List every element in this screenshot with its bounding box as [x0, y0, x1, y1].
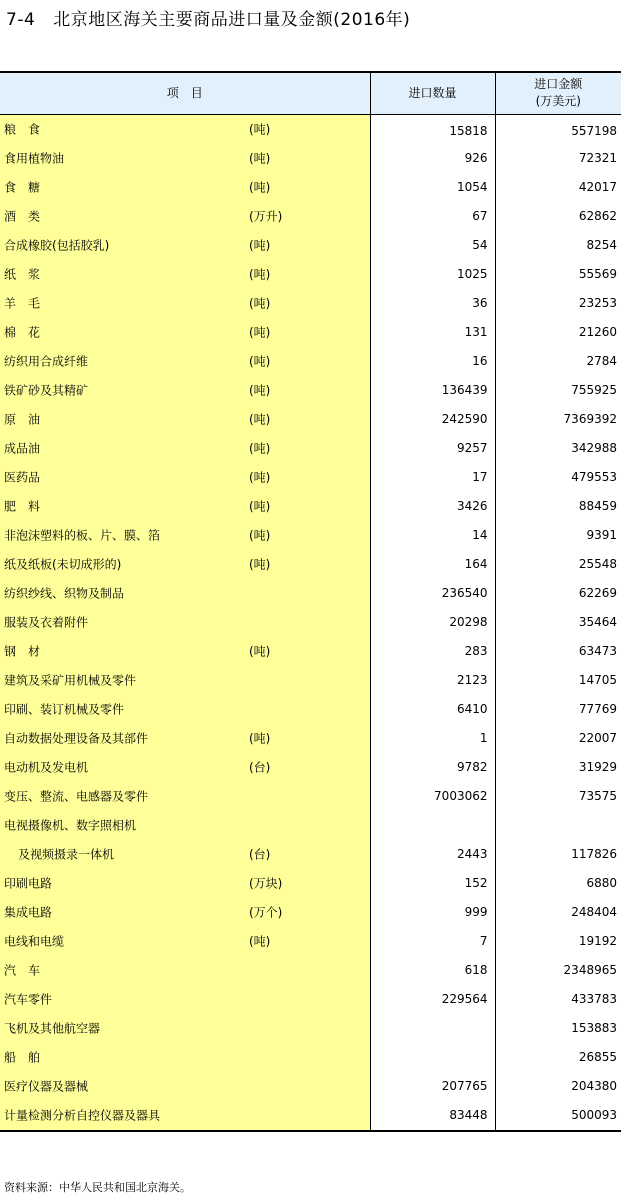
value-cell: 63473 — [578, 644, 617, 658]
quantity-cell: 15818 — [370, 114, 495, 144]
table-row — [0, 695, 621, 724]
item-name: 自动数据处理设备及其部件 — [4, 731, 149, 746]
quantity-cell: 164 — [370, 550, 495, 579]
value-cell: 55569 — [578, 267, 617, 281]
item-unit: (吨) — [249, 499, 271, 514]
table-row — [0, 1043, 621, 1072]
table-row — [0, 173, 621, 202]
item-name: 非泡沫塑料的板、片、膜、箔 — [4, 528, 161, 543]
item-name: 计量检测分析自控仪器及器具 — [4, 1108, 161, 1123]
table-row — [0, 869, 621, 898]
table-row — [0, 898, 621, 927]
value-cell: 117826 — [571, 847, 617, 861]
item-unit: (吨) — [249, 296, 271, 311]
quantity-cell: 16 — [370, 347, 495, 376]
table-row — [0, 434, 621, 463]
table-row — [0, 521, 621, 550]
header-value-unit: (万美元) — [535, 94, 581, 109]
table-row — [0, 724, 621, 753]
item-name: 电视摄像机、数字照相机 — [4, 818, 137, 833]
source-note: 资料来源：中华人民共和国北京海关。 — [4, 1181, 191, 1194]
table-row — [0, 114, 621, 144]
header-quantity: 进口数量 — [370, 72, 495, 114]
value-cell: 21260 — [578, 325, 617, 339]
table-row — [0, 202, 621, 231]
item-name: 集成电路 — [4, 905, 53, 920]
value-cell: 72321 — [578, 151, 617, 165]
item-cell — [0, 724, 370, 753]
item-unit: (吨) — [249, 934, 271, 949]
table-row — [0, 927, 621, 956]
item-name: 肥 料 — [4, 499, 41, 514]
item-name: 飞机及其他航空器 — [4, 1021, 101, 1036]
item-name: 棉 花 — [4, 325, 41, 340]
item-cell — [0, 405, 370, 434]
value-cell: 8254 — [586, 238, 617, 252]
value-cell: 2348965 — [563, 963, 617, 977]
item-unit: (吨) — [249, 441, 271, 456]
quantity-cell: 36 — [370, 289, 495, 318]
quantity-cell: 9782 — [370, 753, 495, 782]
item-cell — [0, 608, 370, 637]
header-value-line1: 进口金额 — [534, 77, 583, 92]
item-name: 服装及衣着附件 — [4, 615, 89, 630]
item-name: 粮 食 — [4, 122, 41, 137]
item-unit: (万个) — [249, 905, 283, 920]
item-name: 羊 毛 — [4, 296, 41, 311]
item-name: 原 油 — [4, 412, 41, 427]
quantity-cell: 229564 — [370, 985, 495, 1014]
item-cell — [0, 347, 370, 376]
table-row — [0, 753, 621, 782]
item-cell — [0, 463, 370, 492]
item-cell — [0, 173, 370, 202]
table-title — [6, 5, 410, 30]
quantity-cell: 7 — [370, 927, 495, 956]
value-cell: 23253 — [578, 296, 617, 310]
quantity-cell — [370, 811, 495, 840]
item-name: 汽 车 — [4, 963, 41, 978]
item-unit: (台) — [249, 760, 271, 775]
item-name: 合成橡胶(包括胶乳) — [4, 238, 110, 253]
table-row — [0, 405, 621, 434]
item-name: 变压、整流、电感器及零件 — [4, 789, 149, 804]
item-cell — [0, 260, 370, 289]
value-cell: 9391 — [586, 528, 617, 542]
item-unit: (吨) — [249, 557, 271, 572]
quantity-cell: 1 — [370, 724, 495, 753]
table-row — [0, 144, 621, 173]
item-name: 医疗仪器及器械 — [4, 1079, 89, 1094]
item-unit: (吨) — [249, 267, 271, 282]
item-name: 医药品 — [4, 470, 41, 485]
value-cell: 2784 — [586, 354, 617, 368]
table-row — [0, 1101, 621, 1131]
header-value — [495, 72, 621, 114]
quantity-cell: 131 — [370, 318, 495, 347]
table-row — [0, 637, 621, 666]
quantity-cell: 283 — [370, 637, 495, 666]
quantity-cell: 9257 — [370, 434, 495, 463]
quantity-cell: 618 — [370, 956, 495, 985]
item-unit: (吨) — [249, 354, 271, 369]
quantity-cell: 242590 — [370, 405, 495, 434]
item-cell — [0, 521, 370, 550]
item-unit: (万升) — [249, 209, 283, 224]
item-cell — [0, 579, 370, 608]
import-table — [0, 71, 621, 1132]
quantity-cell: 67 — [370, 202, 495, 231]
value-cell: 62862 — [578, 209, 617, 223]
item-unit: (吨) — [249, 238, 271, 253]
item-unit: (吨) — [249, 644, 271, 659]
table-row — [0, 318, 621, 347]
value-cell: 25548 — [578, 557, 617, 571]
table-row — [0, 347, 621, 376]
quantity-cell: 926 — [370, 144, 495, 173]
header-row — [0, 72, 621, 114]
table-number: 7-4 — [6, 10, 36, 30]
quantity-cell: 207765 — [370, 1072, 495, 1101]
value-cell: 26855 — [578, 1050, 617, 1064]
value-cell: 433783 — [571, 992, 617, 1006]
quantity-cell: 136439 — [370, 376, 495, 405]
quantity-cell: 20298 — [370, 608, 495, 637]
item-unit: (吨) — [249, 383, 271, 398]
item-name: 建筑及采矿用机械及零件 — [4, 673, 137, 688]
table-row — [0, 782, 621, 811]
table-row — [0, 666, 621, 695]
quantity-cell: 152 — [370, 869, 495, 898]
item-unit: (台) — [249, 847, 271, 862]
item-unit: (吨) — [249, 470, 271, 485]
table-row — [0, 463, 621, 492]
value-cell: 77769 — [578, 702, 617, 716]
item-cell — [0, 1101, 370, 1131]
item-name: 印刷电路 — [4, 876, 53, 891]
table-row — [0, 840, 621, 869]
table-row — [0, 985, 621, 1014]
item-cell — [0, 898, 370, 927]
value-cell: 500093 — [495, 1101, 621, 1131]
table-row — [0, 289, 621, 318]
item-cell — [0, 811, 370, 840]
table-row — [0, 956, 621, 985]
table-row — [0, 1072, 621, 1101]
item-name: 电线和电缆 — [4, 934, 65, 949]
item-cell — [0, 1014, 370, 1043]
item-cell — [0, 985, 370, 1014]
item-cell — [0, 434, 370, 463]
value-cell: 755925 — [571, 383, 617, 397]
value-cell: 342988 — [571, 441, 617, 455]
table-body — [0, 114, 621, 1131]
item-cell — [0, 289, 370, 318]
quantity-cell: 17 — [370, 463, 495, 492]
quantity-cell: 1025 — [370, 260, 495, 289]
quantity-cell: 83448 — [370, 1101, 495, 1131]
item-name: 纸 浆 — [4, 267, 41, 282]
table-row — [0, 1014, 621, 1043]
table-row — [0, 811, 621, 840]
quantity-cell: 236540 — [370, 579, 495, 608]
item-name: 纺织纱线、织物及制品 — [4, 586, 125, 601]
item-cell — [0, 956, 370, 985]
item-name: 食 糖 — [4, 180, 41, 195]
item-unit: (吨) — [249, 731, 271, 746]
item-name: 成品油 — [4, 441, 41, 456]
item-name: 电动机及发电机 — [4, 760, 89, 775]
item-cell — [0, 695, 370, 724]
value-cell: 31929 — [578, 760, 617, 774]
value-cell: 73575 — [578, 789, 617, 803]
item-unit: (吨) — [249, 151, 271, 166]
value-cell: 479553 — [571, 470, 617, 484]
table-row — [0, 550, 621, 579]
table-row — [0, 608, 621, 637]
item-name: 印刷、装订机械及零件 — [4, 702, 125, 717]
item-cell — [0, 869, 370, 898]
value-cell: 35464 — [578, 615, 617, 629]
item-cell — [0, 927, 370, 956]
item-cell — [0, 637, 370, 666]
table-row — [0, 231, 621, 260]
item-cell — [0, 231, 370, 260]
item-name: 纸及纸板(未切成形的) — [4, 557, 122, 572]
quantity-cell: 54 — [370, 231, 495, 260]
item-name: 食用植物油 — [4, 151, 65, 166]
value-cell: 88459 — [578, 499, 617, 513]
value-cell: 6880 — [586, 876, 617, 890]
table-row — [0, 376, 621, 405]
item-unit: (吨) — [249, 412, 271, 427]
item-name: 铁矿砂及其精矿 — [4, 383, 89, 398]
value-cell: 22007 — [578, 731, 617, 745]
quantity-cell: 2443 — [370, 840, 495, 869]
item-cell — [0, 318, 370, 347]
item-cell — [0, 550, 370, 579]
item-cell — [0, 666, 370, 695]
value-cell: 14705 — [578, 673, 617, 687]
item-unit: (吨) — [249, 122, 271, 137]
item-cell — [0, 782, 370, 811]
item-name: 及视频摄录一体机 — [18, 847, 115, 862]
item-name: 钢 材 — [4, 644, 41, 659]
value-cell: 248404 — [571, 905, 617, 919]
quantity-cell — [370, 1014, 495, 1043]
item-unit: (万块) — [249, 876, 283, 891]
item-unit: (吨) — [249, 528, 271, 543]
item-unit: (吨) — [249, 180, 271, 195]
item-cell — [0, 1072, 370, 1101]
header-item: 项 目 — [0, 72, 370, 114]
item-cell — [0, 144, 370, 173]
table-row — [0, 579, 621, 608]
quantity-cell: 999 — [370, 898, 495, 927]
quantity-cell: 1054 — [370, 173, 495, 202]
quantity-cell: 2123 — [370, 666, 495, 695]
item-cell — [0, 492, 370, 521]
quantity-cell: 14 — [370, 521, 495, 550]
value-cell: 19192 — [578, 934, 617, 948]
quantity-cell: 6410 — [370, 695, 495, 724]
item-cell — [0, 1043, 370, 1072]
quantity-cell: 3426 — [370, 492, 495, 521]
item-cell — [0, 840, 370, 869]
table-row — [0, 260, 621, 289]
value-cell — [495, 811, 621, 840]
item-cell — [0, 753, 370, 782]
quantity-cell: 7003062 — [370, 782, 495, 811]
item-cell — [0, 114, 370, 144]
value-cell: 42017 — [578, 180, 617, 194]
value-cell: 62269 — [578, 586, 617, 600]
value-cell: 557198 — [571, 124, 617, 138]
item-unit: (吨) — [249, 325, 271, 340]
quantity-cell — [370, 1043, 495, 1072]
table-title-text: 北京地区海关主要商品进口量及金额(2016年) — [53, 10, 411, 30]
item-name: 汽车零件 — [4, 992, 53, 1007]
table-row — [0, 492, 621, 521]
value-cell: 153883 — [571, 1021, 617, 1035]
value-cell: 204380 — [571, 1079, 617, 1093]
value-cell: 7369392 — [563, 412, 617, 426]
item-name: 纺织用合成纤维 — [4, 354, 89, 369]
item-name: 酒 类 — [4, 209, 41, 224]
item-cell — [0, 202, 370, 231]
item-name: 船 舶 — [4, 1050, 41, 1065]
item-cell — [0, 376, 370, 405]
